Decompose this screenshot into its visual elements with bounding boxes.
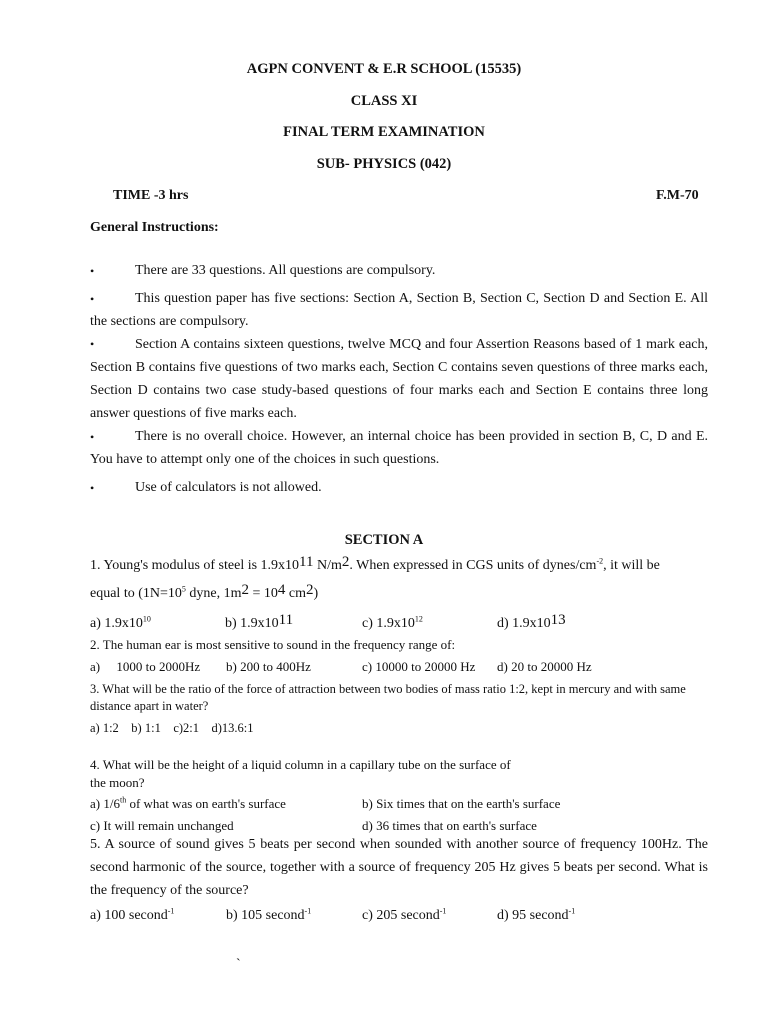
class-label: CLASS XI — [350, 93, 418, 109]
instructions-heading: General Instructions: — [90, 220, 219, 235]
time-label: TIME -3 hrs — [113, 188, 189, 203]
stray-mark: ` — [236, 957, 241, 972]
q1-option-b: b) $1.9x10^{11}$ — [225, 612, 294, 631]
q1-option-d: d) $1.9x10^{13}$ — [497, 612, 566, 631]
q2-option-c: c) 10000 to 20000 Hz — [362, 659, 476, 674]
q2-option-a: a) 1000 to 2000Hz — [90, 659, 201, 674]
bullet-icon: • — [90, 430, 95, 444]
question-4-line-1: 4. What will be the height of a liquid column in a capillary tube on the surface of — [90, 757, 511, 772]
question-1-line-2: equal to ($1N=10^5$ dyne, $1m^2 = 10^4$ $cm^2$) — [90, 582, 319, 601]
q4-option-a: a) 1/6th of what was on earth's surface — [90, 795, 286, 811]
question-4-line-2: the moon? — [90, 775, 145, 790]
q5-option-b: b) 105 second$^{-1}$ — [226, 906, 312, 923]
bullet-icon: • — [90, 337, 95, 351]
q4-option-d: d) 36 times that on earth's surface — [362, 818, 537, 833]
q4-option-b: b) Six times that on the earth's surface — [362, 796, 561, 811]
q1-option-c: c) $1.9x10^{12}$ — [362, 614, 423, 631]
question-3-line-1: 3. What will be the ratio of the force of attraction between two bodies of mass ratio 1:2, kept in mercury and with same — [90, 682, 686, 696]
instruction-item: Use of calculators is not allowed. — [135, 480, 322, 495]
instruction-item: There are 33 questions. All questions are compulsory. — [135, 263, 436, 278]
question-1-line-1: 1. Young's modulus of steel is $1.9x10^{11}$ $N/m^2$. When expressed in CGS units of dynes/$cm^{-2}$, it will be — [90, 554, 660, 573]
exam-title: FINAL TERM EXAMINATION — [283, 124, 485, 140]
bullet-icon: • — [90, 264, 95, 278]
school-name: AGPN CONVENT & E.R SCHOOL (15535) — [246, 61, 522, 77]
bullet-icon: • — [90, 481, 95, 495]
section-a-title: SECTION A — [344, 532, 424, 548]
q1-option-a: a) $1.9x10^{10}$ — [90, 614, 151, 631]
instruction-item: Section A contains sixteen questions, twelve MCQ and four Assertion Reasons based of 1 mark each, Section B contains five questions of two marks each, Section C contains seven questions of three marks each, Section D contains two case study-based questions of four marks each and Section E contains three long answer questions of five marks each. — [90, 337, 708, 421]
instruction-item: This question paper has five sections: Section A, Section B, Section C, Section D and Section E. All the sections are compulsory. — [90, 291, 708, 329]
q5-option-c: c) 205 second$^{-1}$ — [362, 906, 447, 923]
question-5: 5. A source of sound gives 5 beats per second when sounded with another source of frequency 100Hz. The second harmonic of the source, together with a source of frequency 205 Hz gives 5 beats per second. What is the frequency of the source? — [90, 837, 708, 898]
q4-option-c: c) It will remain unchanged — [90, 818, 234, 833]
q5-option-d: d) 95 second$^{-1}$ — [497, 906, 576, 923]
q3-options: a) 1:2 b) 1:1 c)2:1 d)13.6:1 — [90, 721, 254, 735]
q2-option-d: d) 20 to 20000 Hz — [497, 659, 592, 674]
question-2: 2. The human ear is most sensitive to sound in the frequency range of: — [90, 637, 456, 652]
instruction-item: There is no overall choice. However, an internal choice has been provided in section B, C, D and E. You have to attempt only one of the choices in such questions. — [90, 429, 708, 467]
subject-label: SUB- PHYSICS (042) — [316, 156, 452, 172]
bullet-icon: • — [90, 292, 95, 306]
full-marks-label: F.M-70 — [656, 188, 699, 203]
q5-option-a: a) 100 second$^{-1}$ — [90, 906, 175, 923]
q2-option-b: b) 200 to 400Hz — [226, 659, 311, 674]
question-3-line-2: distance apart in water? — [90, 699, 209, 713]
